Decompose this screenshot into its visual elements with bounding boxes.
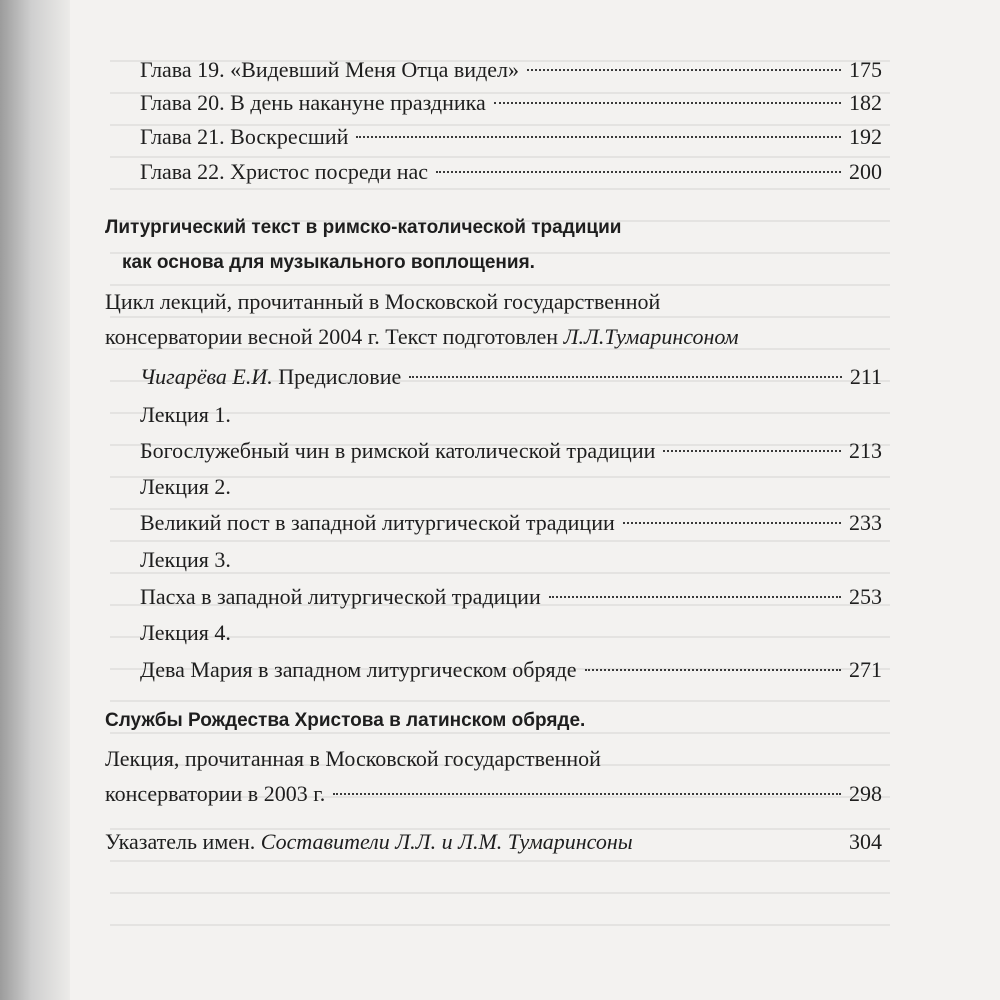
toc-page-number: 271 — [849, 657, 882, 682]
toc-entry-index — [105, 827, 882, 857]
section-description-cont — [105, 322, 739, 352]
dot-leader — [494, 101, 841, 104]
section-heading-christmas: Службы Рождества Христова в латинском обряде. — [105, 710, 586, 731]
toc-entry-chapter-22 — [140, 157, 882, 187]
toc-entry-title: Богослужебный чин в римской католической традиции — [140, 438, 656, 463]
toc-entry-title: Глава 22. Христос посреди нас — [140, 159, 429, 184]
dot-leader — [663, 449, 841, 452]
dot-leader — [623, 521, 841, 524]
toc-entry-lecture-4 — [140, 655, 882, 685]
toc-entry-title: Дева Мария в западном литургическом обряде — [140, 657, 577, 682]
dot-leader — [585, 668, 841, 671]
toc-entry-title: Глава 21. Воскресший — [140, 124, 349, 149]
toc-entry-chapter-21 — [140, 122, 882, 152]
preface-author: Чигарёва Е.И. — [140, 364, 273, 389]
toc-entry-title: Глава 19. «Видевший Меня Отца видел» — [140, 57, 520, 82]
index-compilers: Составители Л.Л. и Л.М. Тумаринсоны — [260, 829, 633, 854]
toc-page-number: 192 — [849, 124, 882, 149]
toc-page-number: 298 — [849, 781, 882, 806]
dot-leader — [409, 375, 842, 378]
toc-entry-chapter-20 — [140, 88, 882, 118]
toc-entry-chapter-19 — [140, 55, 882, 85]
lecture-label-1: Лекция 1. — [140, 402, 231, 427]
toc-entry-lecture-3 — [140, 582, 882, 612]
toc-entry-title: Пасха в западной литургической традиции — [140, 584, 541, 609]
section-heading-liturgical-cont: как основа для музыкального воплощения. — [122, 252, 535, 273]
toc-entry-christmas-lecture — [105, 779, 882, 809]
toc-entry-title: Глава 20. В день накануне праздника — [140, 90, 486, 115]
lecture-label-4: Лекция 4. — [140, 620, 231, 645]
dot-leader — [549, 595, 841, 598]
dot-leader — [333, 792, 841, 795]
dot-leader — [356, 135, 841, 138]
section-heading-liturgical: Литургический текст в римско-католической традиции — [105, 217, 622, 238]
editor-name: Л.Л.Тумаринсоном — [563, 324, 739, 349]
index-label: Указатель имен. — [105, 829, 261, 854]
lecture-label-3: Лекция 3. — [140, 547, 231, 572]
toc-page-number: 200 — [849, 159, 882, 184]
toc-page-number: 253 — [849, 584, 882, 609]
toc-page-number: 211 — [849, 364, 882, 389]
toc-page-number: 182 — [849, 90, 882, 115]
dot-leader — [436, 170, 841, 173]
toc-entry-lecture-1 — [140, 436, 882, 466]
dot-leader — [527, 68, 841, 71]
toc-entry-preface — [140, 362, 882, 392]
description-text: консерватории весной 2004 г. Текст подготовлен — [105, 324, 564, 349]
section-description: Цикл лекций, прочитанный в Московской государственной — [105, 289, 661, 314]
toc-entry-title: консерватории в 2003 г. — [105, 781, 326, 806]
toc-page-number: 213 — [849, 438, 882, 463]
toc-page-number: 233 — [849, 510, 882, 535]
toc-entry-lecture-2 — [140, 508, 882, 538]
toc-entry-title: Великий пост в западной литургической традиции — [140, 510, 615, 535]
section-description: Лекция, прочитанная в Московской государственной — [105, 746, 601, 771]
toc-page-number: 175 — [849, 57, 882, 82]
lecture-label-2: Лекция 2. — [140, 474, 231, 499]
toc-page-number: 304 — [849, 829, 882, 854]
toc-entry-title: Предисловие — [272, 364, 402, 389]
